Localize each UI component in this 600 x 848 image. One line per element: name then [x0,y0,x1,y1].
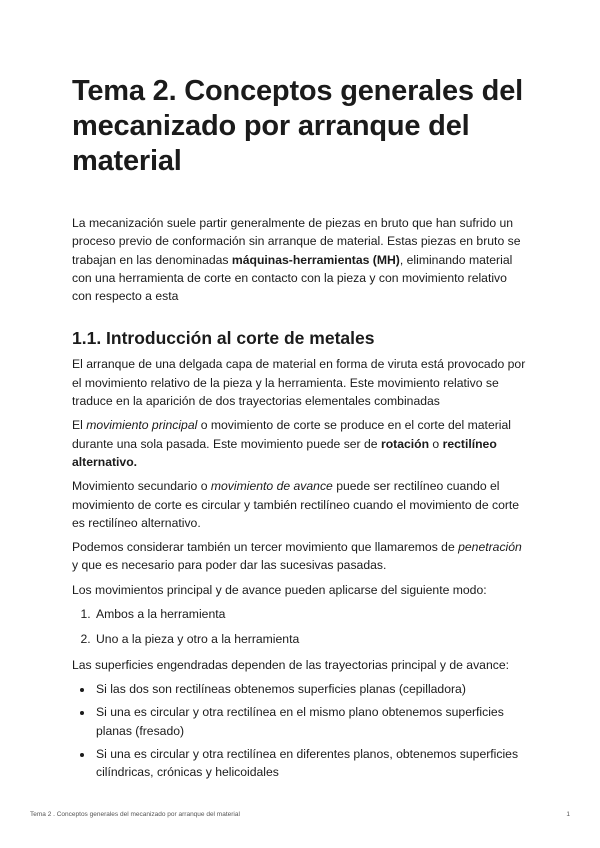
p2-italic: movimiento principal [86,418,198,433]
p4-text-1: Podemos considerar también un tercer movimiento que llamaremos de [72,540,459,555]
list-item: 1. Ambos a la herramienta [94,605,528,623]
paragraph-2 [72,416,528,471]
p2-text-3: o [429,436,443,451]
page-number: 1 [566,811,570,818]
footer-title: Tema 2 . Conceptos generales del mecanizado por arranque del material [30,811,240,818]
paragraph-1: El arranque de una delgada capa de material en forma de viruta está provocado por el movimiento relativo de la pieza y la herramienta. Este movimiento relativo se traduce en la aparición de dos trayectorias elementales combinadas [72,357,526,409]
paragraph-4 [72,538,528,575]
paragraph-6: Las superficies engendradas dependen de las trayectorias principal y de avance: [72,657,509,672]
p2-text-2: o movimiento de corte se produce en el corte del material durante una sola pasada. Este movimiento puede ser de [72,418,511,451]
section-heading: 1.1. Introducción al corte de metales [72,328,375,349]
bullet-list [72,680,528,781]
p4-italic: penetración [458,540,522,555]
intro-bold-term: máquinas-herramientas (MH) [231,252,400,267]
p4-text-2: y que es necesario para poder dar las sucesivas pasadas. [72,558,387,573]
document-page [72,74,528,787]
page-title: Tema 2. Conceptos generales del mecanizado por arranque del material [72,75,523,177]
p3-text-1: Movimiento secundario o [72,479,211,494]
paragraph-3 [72,477,528,532]
paragraph-5: Los movimientos principal y de avance pueden aplicarse del siguiente modo: [72,582,487,597]
list-item: • Si las dos son rectilíneas obtenemos superficies planas (cepilladora) [94,680,528,698]
list-item: 2. Uno a la pieza y otro a la herramienta [94,630,528,648]
page-footer [30,811,570,818]
list-item: • Si una es circular y otra rectilínea en diferentes planos, obtenemos superficies cilíndricas, crónicas y helicoidales [94,745,528,782]
p2-bold-2: rectilíneo alternativo. [72,436,497,469]
p3-italic: movimiento de avance [210,479,333,494]
intro-paragraph [72,214,528,305]
intro-text-1: La mecanización suele partir generalmente de piezas en bruto que han sufrido un proceso previo de conformación sin arranque de material. Estas piezas en bruto se trabajan en las denominadas [72,216,521,267]
list-item: • Si una es circular y otra rectilínea en el mismo plano obtenemos superficies planas (fresado) [94,703,528,740]
ordered-list [72,605,528,649]
p3-text-2: puede ser rectilíneo cuando el movimiento de corte es circular y también rectilíneo cuando el movimiento de corte es rectilíneo alternativo. [72,479,520,530]
p2-text-1: El [72,418,87,433]
p2-bold-1: rotación [380,436,430,451]
intro-text-2: , eliminando material con una herramienta de corte en contacto con la pieza y con movimiento relativo con respecto a esta [72,252,513,304]
